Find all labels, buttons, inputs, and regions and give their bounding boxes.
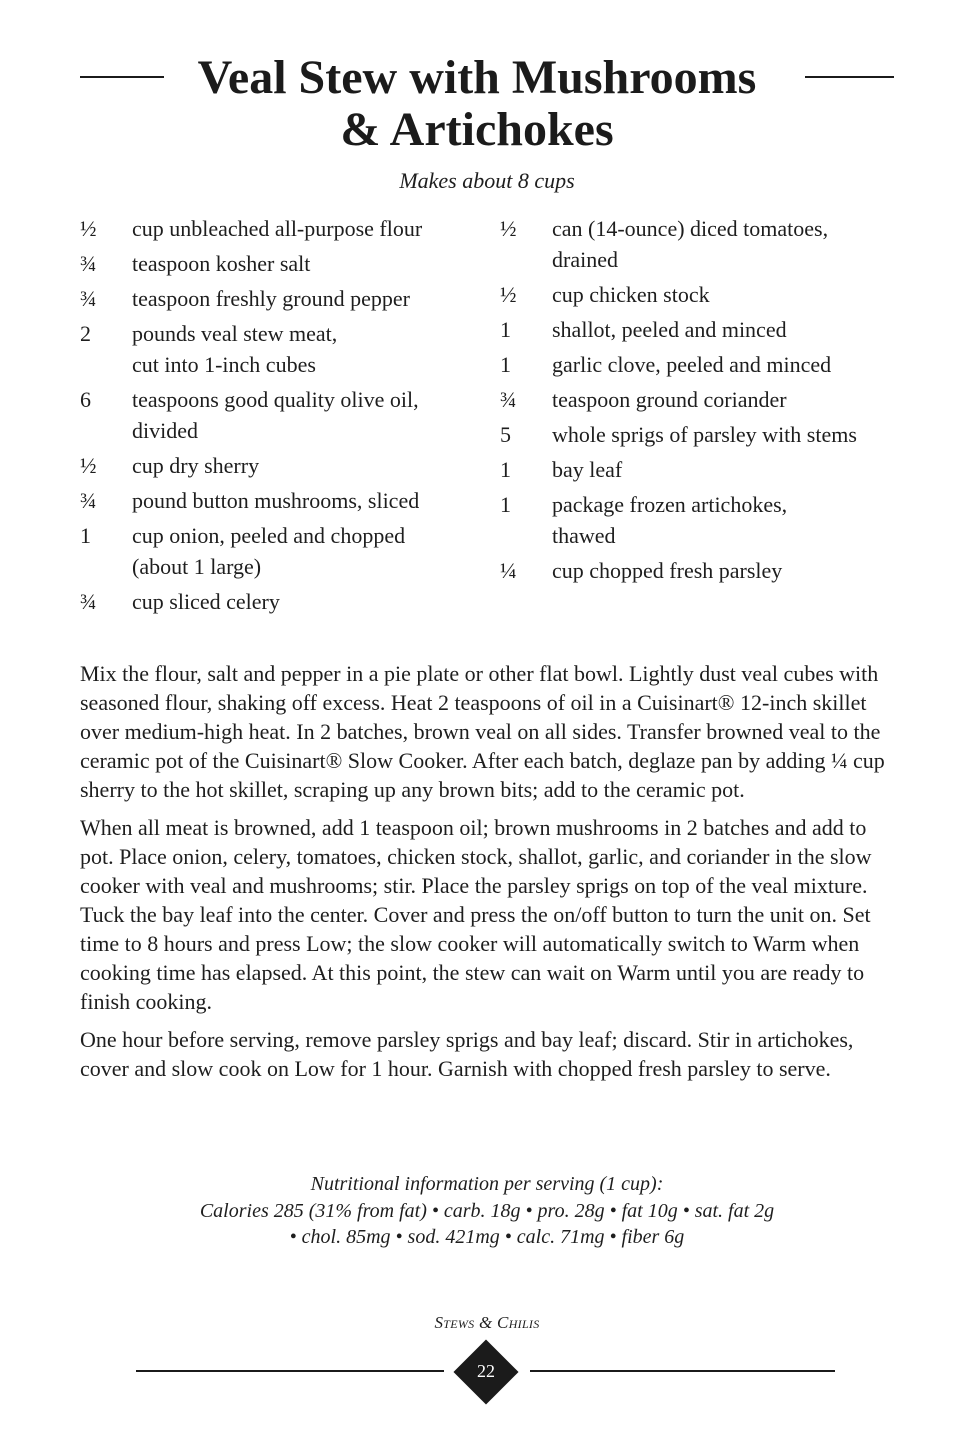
direction-paragraph-2: When all meat is browned, add 1 teaspoon oil; brown mushrooms in 2 batches and add to pot. Place onion, celery, tomatoes, chicken stock, shallot, garlic, and coriander in the slow cooker with veal and mushrooms; stir. Place the parsley sprigs on top of the veal mixture. Tuck the bay leaf into the center. Cover and press the on/off button to turn the unit on. Set time to 8 hours and press Low; the slow cooker will automatically switch to Warm when cooking time has elapsed. At this point, the stew can wait on Warm until you are ready to finish cooking. [80, 815, 872, 1014]
direction-paragraph-3: One hour before serving, remove parsley sprigs and bay leaf; discard. Stir in artichokes, cover and slow cook on Low for 1 hour. Garnish with chopped fresh parsley to serve. [80, 1027, 854, 1081]
ingredient-description: cup sliced celery [132, 589, 280, 614]
ingredient-item [80, 318, 490, 380]
ingredient-quantity: 1 [500, 492, 511, 517]
ingredient-description: cup chopped fresh parsley [552, 558, 783, 583]
recipe-title [0, 52, 954, 156]
ingredient-description: pounds veal stew meat, cut into 1-inch cubes [132, 321, 338, 377]
section-name: Stews & Chilis [434, 1313, 540, 1332]
ingredient-description: bay leaf [552, 457, 623, 482]
ingredient-quantity: 1 [500, 457, 511, 482]
ingredient-item [80, 586, 490, 617]
ingredient-quantity: ¾ [80, 589, 97, 614]
nutrition-heading: Nutritional information per serving (1 cup): [310, 1173, 664, 1195]
directions [80, 659, 900, 1092]
ingredient-description: shallot, peeled and minced [552, 317, 787, 342]
ingredient-quantity: 1 [80, 523, 91, 548]
ingredient-description: garlic clove, peeled and minced [552, 352, 832, 377]
ingredient-quantity: ½ [80, 453, 97, 478]
ingredient-item [500, 213, 920, 275]
nutrition-line-3: • chol. 85mg • sod. 421mg • calc. 71mg • fiber 6g [289, 1226, 685, 1248]
ingredient-description: package frozen artichokes, thawed [552, 492, 788, 548]
ingredient-quantity: ½ [500, 216, 517, 241]
ingredient-quantity: ½ [500, 282, 517, 307]
ingredient-item [80, 485, 490, 516]
ingredient-item [80, 520, 490, 582]
ingredient-description: cup chicken stock [552, 282, 710, 307]
ingredient-item [80, 283, 490, 314]
ingredient-item [500, 419, 920, 450]
ingredient-description: teaspoon freshly ground pepper [132, 286, 410, 311]
nutrition-line-2: Calories 285 (31% from fat) • carb. 18g • pro. 28g • fat 10g • sat. fat 2g [199, 1199, 775, 1222]
ingredients-right-column [500, 213, 920, 590]
ingredient-item [500, 384, 920, 415]
ingredient-quantity: ¼ [500, 558, 517, 583]
ingredient-item [500, 314, 920, 345]
ingredient-description: cup unbleached all-purpose flour [132, 216, 423, 241]
footer-rule-right [530, 1370, 835, 1372]
ingredient-quantity: 6 [80, 387, 91, 412]
ingredient-description: can (14-ounce) diced tomatoes, drained [552, 216, 829, 272]
ingredient-item [500, 489, 920, 551]
title-line-1: Veal Stew with Mushrooms [197, 51, 757, 104]
ingredient-item [80, 213, 490, 244]
ingredient-item [80, 384, 490, 446]
nutrition-info [0, 1171, 954, 1251]
ingredient-item [500, 279, 920, 310]
ingredient-item [500, 454, 920, 485]
ingredient-quantity: ¾ [80, 286, 97, 311]
ingredient-description: whole sprigs of parsley with stems [552, 422, 857, 447]
ingredient-description: teaspoon ground coriander [552, 387, 787, 412]
ingredient-quantity: 5 [500, 422, 511, 447]
ingredient-description: cup dry sherry [132, 453, 260, 478]
ingredient-description: teaspoons good quality olive oil, divided [132, 387, 419, 443]
ingredient-quantity: ½ [80, 216, 97, 241]
ingredient-quantity: 1 [500, 317, 511, 342]
ingredient-description: teaspoon kosher salt [132, 251, 311, 276]
direction-paragraph-1: Mix the flour, salt and pepper in a pie plate or other flat bowl. Lightly dust veal cubes with seasoned flour, shaking off excess. Heat 2 teaspoons of oil in a Cuisinart® 12-inch skillet over medium-high heat. In 2 batches, brown veal on all sides. Transfer browned veal to the ceramic pot of the Cuisinart® Slow Cooker. After each batch, deglaze pan by adding ¼ cup sherry to the hot skillet, scraping up any brown bits; add to the ceramic pot. [80, 661, 885, 802]
ingredient-quantity: 2 [80, 321, 91, 346]
title-line-2: & Artichokes [340, 103, 614, 156]
ingredient-description: cup onion, peeled and chopped (about 1 large) [132, 523, 406, 579]
ingredient-quantity: ¾ [500, 387, 517, 412]
ingredient-item [80, 450, 490, 481]
ingredient-description: pound button mushrooms, sliced [132, 488, 420, 513]
ingredient-quantity: ¾ [80, 488, 97, 513]
recipe-yield: Makes about 8 cups [399, 168, 575, 193]
ingredients-left-column [80, 213, 490, 621]
ingredient-quantity: 1 [500, 352, 511, 377]
ingredient-item [500, 349, 920, 380]
ingredient-item [80, 248, 490, 279]
ingredient-quantity: ¾ [80, 251, 97, 276]
footer-rule-left [136, 1370, 444, 1372]
page-number: 22 [477, 1361, 495, 1381]
ingredient-item [500, 555, 920, 586]
